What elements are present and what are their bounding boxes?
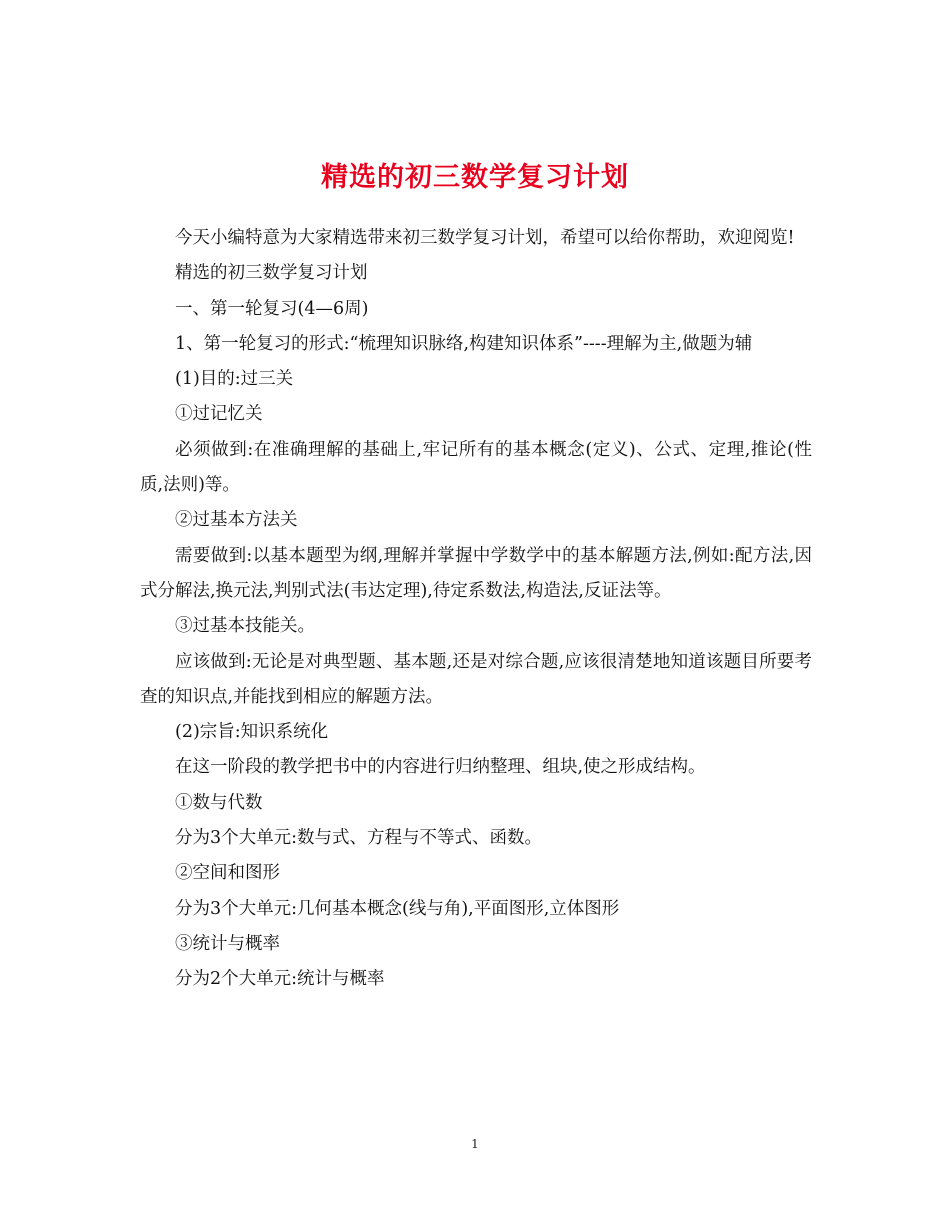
list-item-space-shapes: ②空间和图形 — [175, 863, 280, 884]
paragraph-subtitle: 精选的初三数学复习计划 — [175, 263, 368, 284]
document-body — [140, 221, 812, 998]
list-item-numbers-algebra: ①数与代数 — [175, 792, 263, 813]
paragraph-numbers-algebra-detail: 分为3个大单元:数与式、方程与不等式、函数。 — [175, 828, 543, 849]
list-item-statistics-probability: ③统计与概率 — [175, 933, 280, 954]
paragraph-statistics-probability-detail: 分为2个大单元:统计与概率 — [175, 969, 385, 990]
paragraph-memory-detail: 必须做到:在准确理解的基础上,牢记所有的基本概念(定义)、公式、定理,推论(性质,法则)等。 — [140, 439, 812, 496]
paragraph-aim: (2)宗旨:知识系统化 — [175, 722, 329, 743]
list-item-memory: ①过记忆关 — [175, 404, 263, 425]
list-item-skills: ③过基本技能关。 — [175, 616, 315, 637]
paragraph-space-shapes-detail: 分为3个大单元:几何基本概念(线与角),平面图形,立体图形 — [175, 898, 620, 919]
paragraph-methods-detail: 需要做到:以基本题型为纲,理解并掌握中学数学中的基本解题方法,例如:配方法,因式分解法,换元法,判别式法(韦达定理),待定系数法,构造法,反证法等。 — [140, 545, 812, 601]
paragraph-intro: 今天小编特意为大家精选带来初三数学复习计划，希望可以给你帮助，欢迎阅览! — [175, 228, 795, 248]
paragraph-review-form: 1、第一轮复习的形式:“梳理知识脉络,构建知识体系”----理解为主,做题为辅 — [175, 333, 753, 354]
document-title: 精选的初三数学复习计划 — [321, 162, 629, 194]
paragraph-aim-detail: 在这一阶段的教学把书中的内容进行归纳整理、组块,使之形成结构。 — [175, 757, 706, 778]
page-number: 1 — [471, 1137, 479, 1151]
section-heading-first-round: 一、第一轮复习(4—6周) — [175, 298, 369, 319]
paragraph-skills-detail: 应该做到:无论是对典型题、基本题,还是对综合题,应该很清楚地知道该题目所要考查的知识点,并能找到相应的解题方法。 — [140, 651, 812, 707]
list-item-methods: ②过基本方法关 — [175, 510, 298, 531]
paragraph-purpose: (1)目的:过三关 — [175, 369, 294, 390]
